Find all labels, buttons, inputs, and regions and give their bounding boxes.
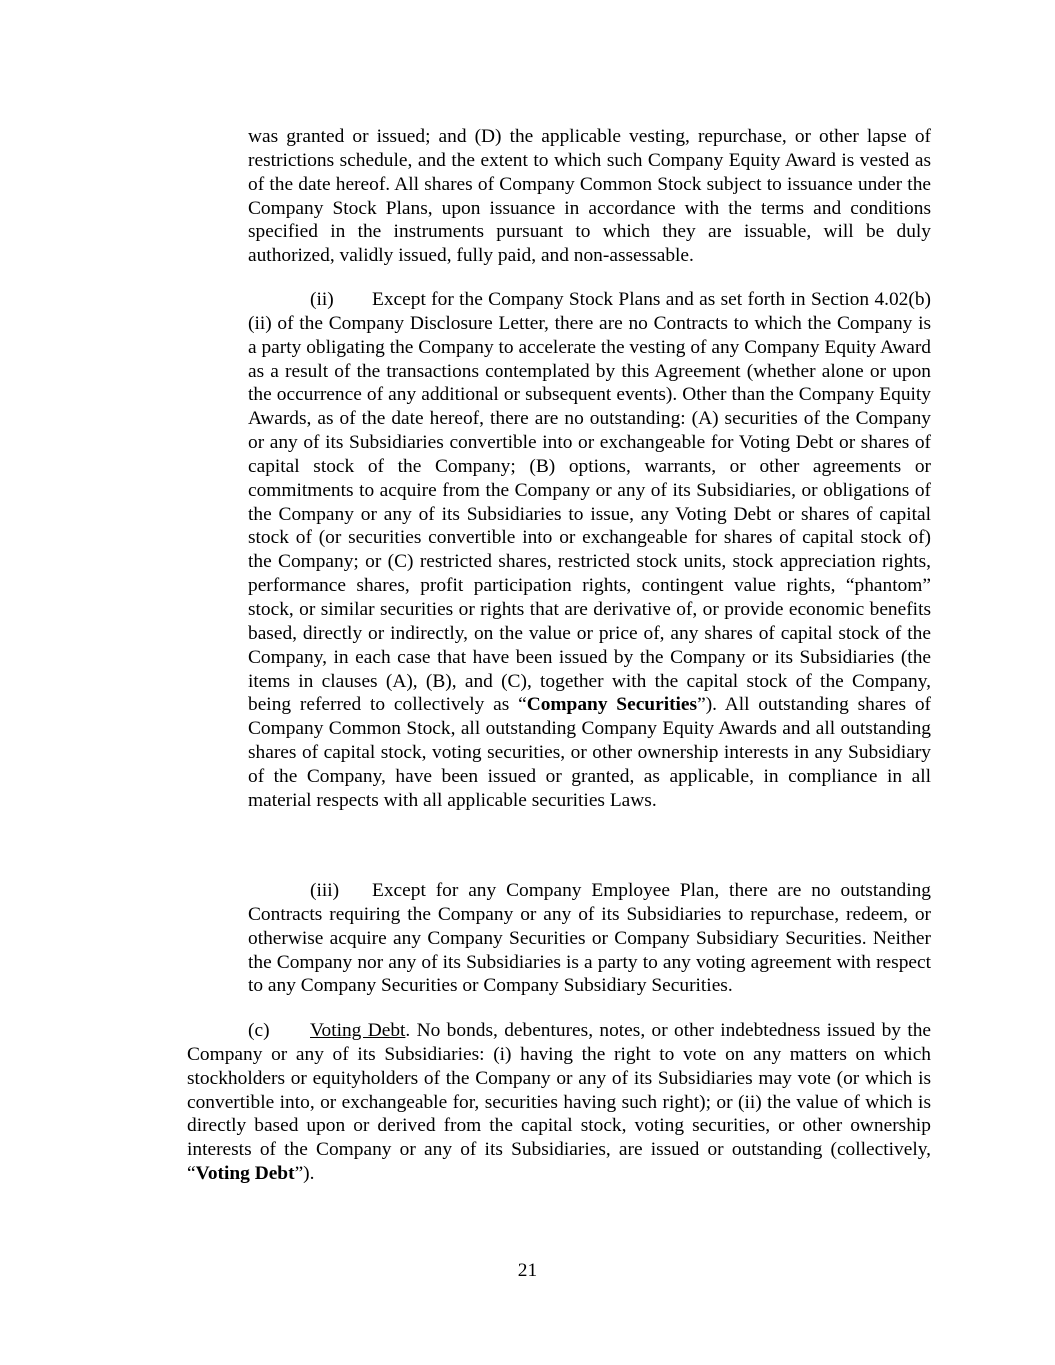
section-heading-voting-debt: Voting Debt: [310, 1020, 406, 1041]
defined-term-voting-debt: Voting Debt: [195, 1163, 295, 1185]
paragraph-text: Except for any Company Employee Plan, there are no outstanding Contracts requiring the Company or any of its Subsidiaries to repurchase, redeem, or otherwise acquire any Company Securities or Company Subsidiary Securities. Neither the Company nor any of its Subsidiaries is a party to any voting agreement with respect to any Company Securities or Company Subsidiary Securities.: [248, 880, 931, 997]
paragraph-text: was granted or issued; and (D) the applicable vesting, repurchase, or other lapse of restrictions schedule, and the extent to which such Company Equity Award is vested as of the date hereof. All shares of Company Common Stock subject to issuance under the Company Stock Plans, upon issuance in accordance with the terms and conditions specified in the instruments pursuant to which they are issuable, will be duly authorized, validly issued, fully paid, and non-assessable.: [248, 126, 931, 267]
section-label: (ii): [310, 289, 334, 310]
paragraph-text-continued: ”). All outstanding shares of Company Common Stock, all outstanding Company Equity Awards and all outstanding shares of capital stock, voting securities, or other ownership interests in any Subsidiary of the Company, have been issued or granted, as applicable, in compliance in all material respects with all applicable securities Laws.: [248, 694, 932, 811]
paragraph-text-continued: ”).: [294, 1163, 315, 1185]
section-label: (c): [248, 1020, 270, 1041]
defined-term-company-securities: Company Securities: [526, 694, 698, 716]
paragraph-section-iii: [248, 879, 931, 998]
paragraph-text: . No bonds, debentures, notes, or other indebtedness issued by the Company or any of its Subsidiaries: (i) having the right to vote on any matters on which stockholders or equityholders of the Company or any of its Subsidiaries may vote (or which is convertible into, or exchangeable for, securities having such right); or (ii) the value of which is directly based upon or derived from the capital stock, voting securities, or other ownership interests of the Company or any of its Subsidiaries, are issued or outstanding (collectively, “: [187, 1020, 932, 1185]
paragraph-section-ii: [248, 288, 931, 813]
paragraph-equity-award-continuation: [248, 125, 931, 268]
paragraph-text: Except for the Company Stock Plans and as set forth in Section 4.02(b)(ii) of the Company Disclosure Letter, there are no Contracts to which the Company is a party obligating the Company to accelerate the vesting of any Company Equity Award as a result of the transactions contemplated by this Agreement (whether alone or upon the occurrence of any additional or subsequent events). Other than the Company Equity Awards, as of the date hereof, there are no outstanding: (A) securities of the Company or any of its Subsidiaries convertible into or exchangeable for Voting Debt or shares of capital stock of the Company; (B) options, warrants, or other agreements or commitments to acquire from the Company or any of its Subsidiaries, or obligations of the Company or any of its Subsidiaries to issue, any Voting Debt or shares of capital stock of (or securities convertible into or exchangeable for shares of capital stock of) the Company; or (C) restricted shares, restricted stock units, stock appreciation rights, performance shares, profit participation rights, contingent value rights, “phantom” stock, or similar securities or rights that are derivative of, or provide economic benefits based, directly or indirectly, on the value or price of, any shares of capital stock of the Company, in each case that have been issued by the Company or its Subsidiaries (the items in clauses (A), (B), and (C), together with the capital stock of the Company, being referred to collectively as “: [248, 289, 931, 716]
page-number: 21: [517, 1260, 538, 1281]
section-label: (iii): [310, 880, 340, 901]
paragraph-section-c-voting-debt: [187, 1019, 931, 1186]
